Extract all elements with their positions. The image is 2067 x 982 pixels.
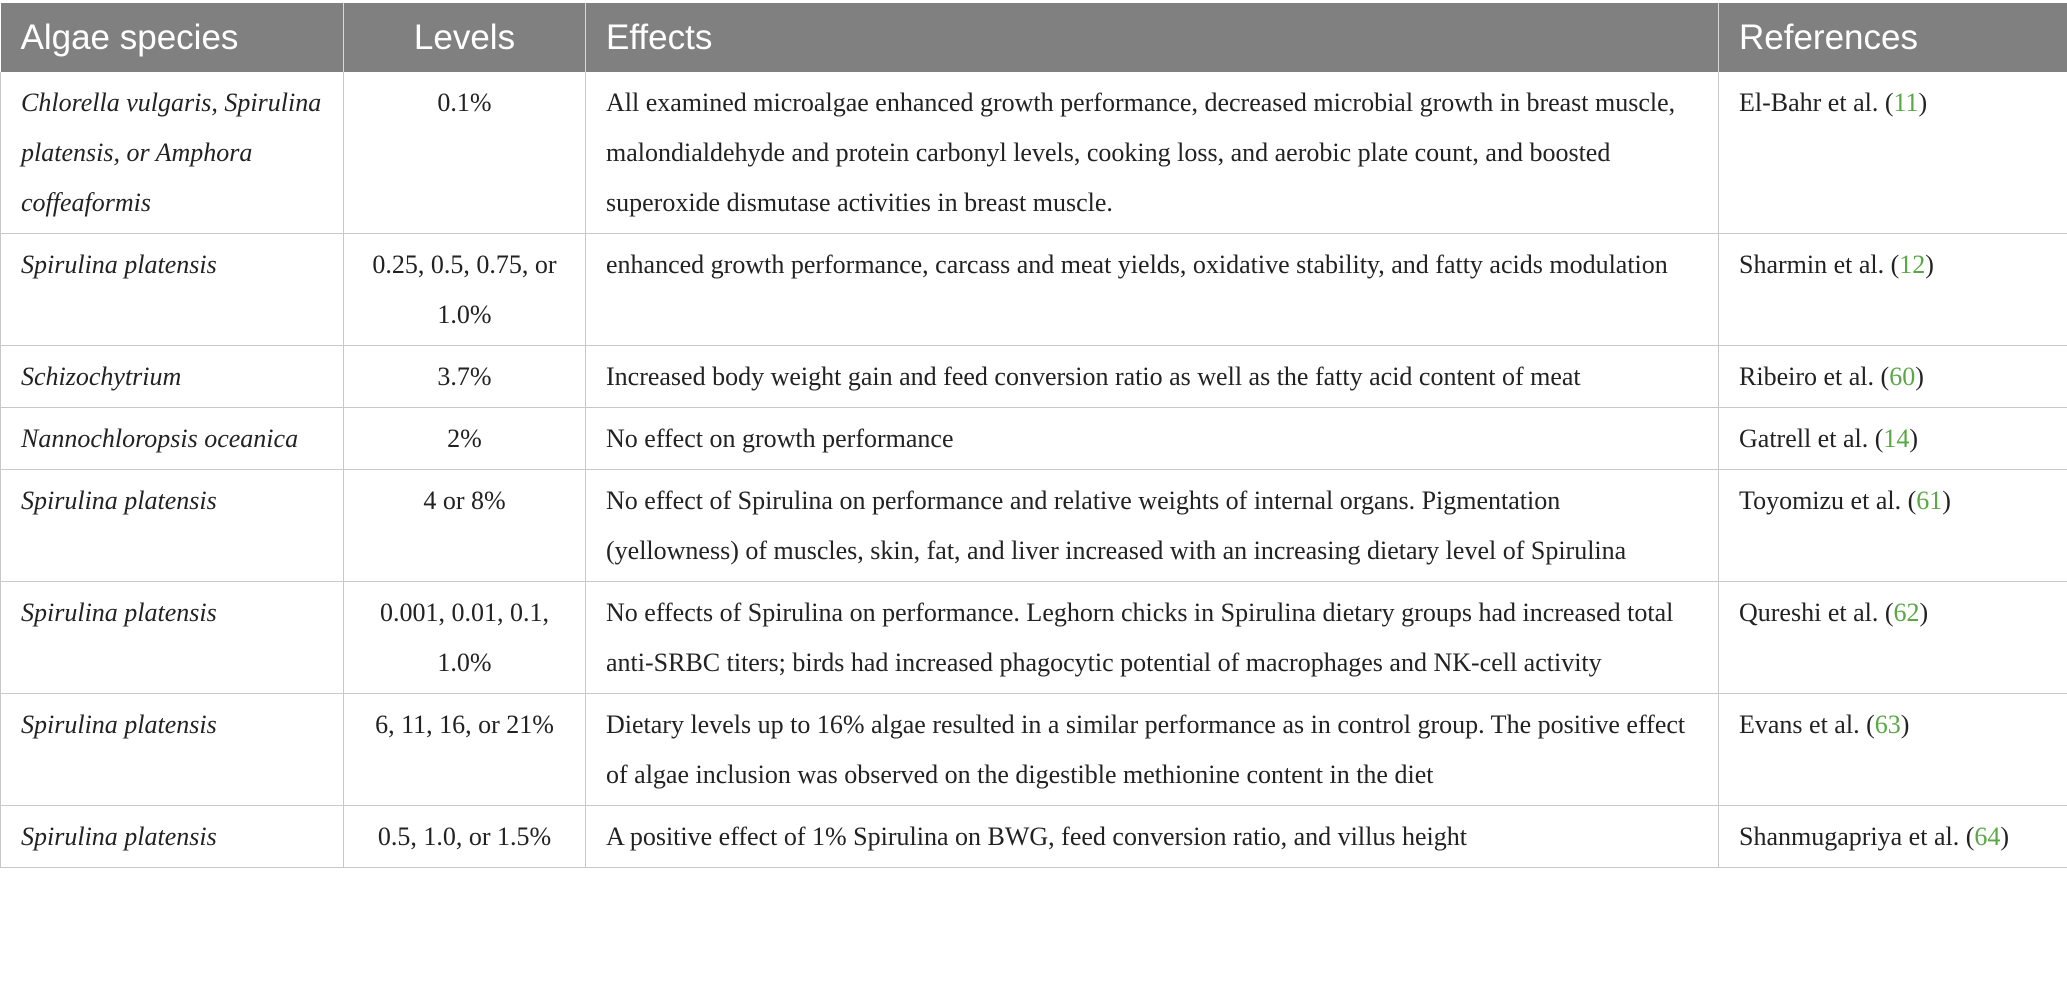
reference-link[interactable]: 60	[1889, 362, 1916, 391]
cell-levels: 2%	[344, 408, 586, 470]
cell-effects: No effect on growth performance	[586, 408, 1719, 470]
cell-species: Spirulina platensis	[1, 582, 344, 694]
table-row	[1, 234, 2067, 346]
cell-reference	[1719, 234, 2067, 346]
reference-link[interactable]: 61	[1916, 486, 1943, 515]
header-levels: Levels	[344, 3, 586, 72]
cell-reference	[1719, 806, 2067, 868]
reference-author: El-Bahr et al. (	[1739, 88, 1894, 117]
reference-close: )	[1925, 250, 1934, 279]
reference-author: Evans et al. (	[1739, 710, 1875, 739]
table-row	[1, 582, 2067, 694]
reference-author: Toyomizu et al. (	[1739, 486, 1917, 515]
cell-reference	[1719, 470, 2067, 582]
cell-effects: A positive effect of 1% Spirulina on BWG, feed conversion ratio, and villus height	[586, 806, 1719, 868]
table-row	[1, 806, 2067, 868]
cell-levels: 0.001, 0.01, 0.1, 1.0%	[344, 582, 586, 694]
table-row	[1, 694, 2067, 806]
header-algae-species: Algae species	[1, 3, 344, 72]
cell-effects: Increased body weight gain and feed conversion ratio as well as the fatty acid content of meat	[586, 346, 1719, 408]
cell-species: Schizochytrium	[1, 346, 344, 408]
cell-reference	[1719, 346, 2067, 408]
algae-effects-table-wrapper	[0, 3, 2067, 868]
table-body	[1, 72, 2067, 868]
cell-species: Spirulina platensis	[1, 470, 344, 582]
cell-species: Spirulina platensis	[1, 694, 344, 806]
reference-link[interactable]: 14	[1883, 424, 1910, 453]
reference-author: Qureshi et al. (	[1739, 598, 1894, 627]
reference-author: Shanmugapriya et al. (	[1739, 822, 1975, 851]
cell-species: Spirulina platensis	[1, 234, 344, 346]
cell-effects: No effect of Spirulina on performance and relative weights of internal organs. Pigmentation (yellowness) of muscles, skin, fat, and liver increased with an increasing dietary level of Spirulina	[586, 470, 1719, 582]
cell-effects: No effects of Spirulina on performance. Leghorn chicks in Spirulina dietary groups had increased total anti-SRBC titers; birds had increased phagocytic potential of macrophages and NK-cell activity	[586, 582, 1719, 694]
reference-link[interactable]: 63	[1874, 710, 1901, 739]
table-row	[1, 470, 2067, 582]
cell-effects: All examined microalgae enhanced growth performance, decreased microbial growth in breast muscle, malondialdehyde and protein carbonyl levels, cooking loss, and aerobic plate count, and boosted superoxide dismutase activities in breast muscle.	[586, 72, 1719, 234]
cell-reference	[1719, 694, 2067, 806]
cell-levels: 0.1%	[344, 72, 586, 234]
cell-levels: 3.7%	[344, 346, 586, 408]
reference-link[interactable]: 12	[1899, 250, 1926, 279]
reference-close: )	[1919, 598, 1929, 627]
cell-reference	[1719, 582, 2067, 694]
cell-levels: 0.25, 0.5, 0.75, or 1.0%	[344, 234, 586, 346]
reference-author: Ribeiro et al. (	[1739, 362, 1890, 391]
cell-species: Chlorella vulgaris, Spirulina platensis, or Amphora coffeaformis	[1, 72, 344, 234]
reference-close: )	[1942, 486, 1951, 515]
reference-close: )	[1900, 710, 1910, 739]
header-effects: Effects	[586, 3, 1719, 72]
header-row	[1, 3, 2067, 72]
reference-close: )	[1915, 362, 1924, 391]
cell-reference	[1719, 408, 2067, 470]
cell-levels: 0.5, 1.0, or 1.5%	[344, 806, 586, 868]
reference-link[interactable]: 64	[1974, 822, 2001, 851]
reference-author: Sharmin et al. (	[1739, 250, 1900, 279]
table-row	[1, 408, 2067, 470]
table-row	[1, 346, 2067, 408]
algae-effects-table	[0, 3, 2067, 868]
cell-levels: 6, 11, 16, or 21%	[344, 694, 586, 806]
table-header	[1, 3, 2067, 72]
cell-species: Nannochloropsis oceanica	[1, 408, 344, 470]
reference-link[interactable]: 62	[1893, 598, 1920, 627]
cell-effects: Dietary levels up to 16% algae resulted in a similar performance as in control group. The positive effect of algae inclusion was observed on the digestible methionine content in the diet	[586, 694, 1719, 806]
reference-close: )	[1909, 424, 1919, 453]
reference-author: Gatrell et al. (	[1739, 424, 1884, 453]
cell-effects: enhanced growth performance, carcass and meat yields, oxidative stability, and fatty acids modulation	[586, 234, 1719, 346]
cell-levels: 4 or 8%	[344, 470, 586, 582]
header-references: References	[1719, 3, 2067, 72]
reference-close: )	[1918, 88, 1928, 117]
cell-species: Spirulina platensis	[1, 806, 344, 868]
reference-link[interactable]: 11	[1893, 88, 1919, 117]
table-row	[1, 72, 2067, 234]
reference-close: )	[2000, 822, 2010, 851]
cell-reference	[1719, 72, 2067, 234]
